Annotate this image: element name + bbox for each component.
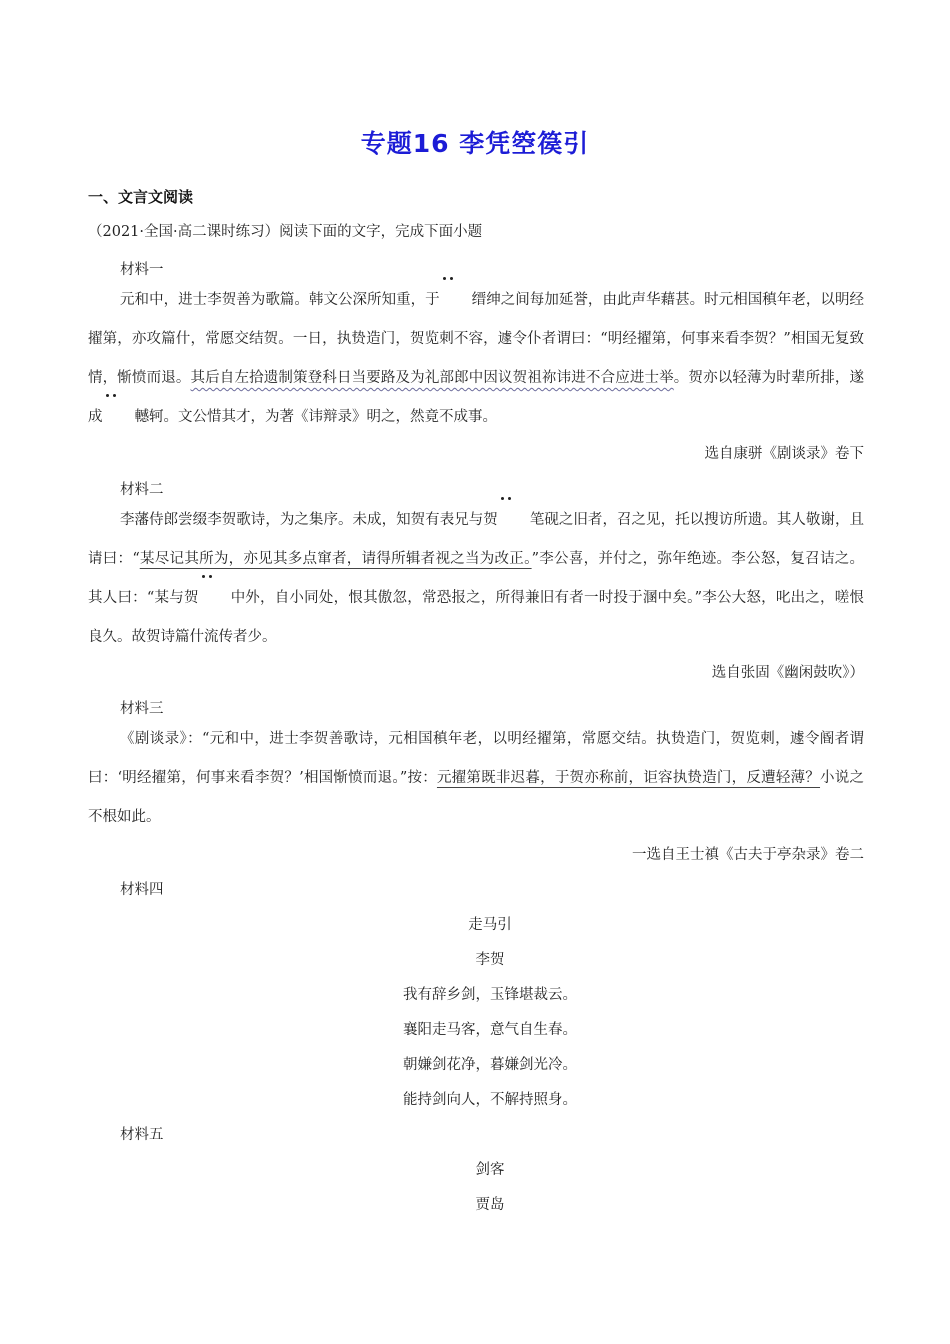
page-title: 专题16 李凭箜篌引 <box>360 129 590 158</box>
poem-line: 我有辞乡剑，玉锋堪裁云。 <box>403 987 577 1003</box>
poem-line: 朝嫌剑花净，暮嫌剑光冷。 <box>403 1057 577 1073</box>
underlined-sentence: 某尽记其所为，亦见其多点窜者，请得所辑者视之当为改正。 <box>139 551 532 567</box>
text-run: 元和中，进士李贺善为歌篇。韩文公深所知重，于 <box>120 292 440 308</box>
poem-author: 贾岛 <box>475 1197 505 1213</box>
material-5-label: 材料五 <box>120 1127 164 1143</box>
text-run: 小说之不根如此。 <box>88 770 864 825</box>
material-3-source: 一选自王士禛《古夫于亭杂录》卷二 <box>632 847 864 863</box>
text-run: 李藩侍郎尝缀李贺歌诗，为之集序。未成，知贺有表兄与贺 <box>120 512 498 528</box>
poem-author: 李贺 <box>475 952 505 968</box>
text-run: 之旧者，召之见，托以搜访所遗。其人敬谢，且请曰：“ <box>88 512 864 567</box>
emphasis-dots: 笔砚 <box>498 501 559 540</box>
text-run: 。贺亦以轻薄为时辈所排，遂成 <box>88 370 865 425</box>
poem-title: 剑客 <box>475 1162 505 1178</box>
poem-line: 襄阳走马客，意气自生春。 <box>403 1022 577 1038</box>
wavy-underlined-sentence: 其后自左拾遗制策登科日当要路及为礼部郎中因议贺祖祢讳进不合应进士举 <box>190 370 674 386</box>
material-2-text <box>88 501 864 657</box>
text-run: 。文公惜其才，为著《讳辩录》明之，然竟不成事。 <box>163 409 497 425</box>
material-2-label: 材料二 <box>120 482 164 498</box>
text-run: ，自小同处，恨其傲忽，常恐报之，所得兼旧有者一时投于溷中矣。”李公大怒，叱出之，嗟恨良久。故贺诗篇什流传者少。 <box>88 590 864 645</box>
emphasis-dots: 缙绅 <box>440 281 501 320</box>
material-4-label: 材料四 <box>120 882 164 898</box>
material-1-text <box>88 281 864 437</box>
text-run: ”李公喜，并付之，弥年绝迹。李公怒，复召诘之。其人曰：“某与贺 <box>88 551 864 606</box>
material-1-label: 材料一 <box>120 262 164 278</box>
material-3-label: 材料三 <box>120 701 164 717</box>
material-3-text <box>88 720 864 837</box>
material-1-source: 选自康骈《剧谈录》卷下 <box>704 446 864 462</box>
text-run: 之间每加延誉，由此声华藉甚。时元相国稹年老，以明经擢第，亦攻篇什，常愿交结贺。一日，执贽造门，贺览刺不容，遽令仆者谓曰：“明经擢第，何事来看李贺？”相国无复致情，惭愤而退。 <box>88 292 864 386</box>
question-intro: （2021·全国·高二课时练习）阅读下面的文字，完成下面小题 <box>88 224 483 240</box>
poem-line: 能持剑向人，不解持照身。 <box>403 1092 577 1108</box>
emphasis-dots: 中外 <box>199 579 260 618</box>
text-run: 《剧谈录》：“元和中，进士李贺善歌诗，元相国稹年老，以明经擢第，常愿交结。执贽造门，贺览刺，遽令阍者谓曰：‘明经擢第，何事来看李贺？’相国惭愤而退。”按： <box>88 731 864 786</box>
poem-title: 走马引 <box>468 917 512 933</box>
underlined-sentence: 元擢第既非迟暮，于贺亦称前，讵容执贽造门，反遭轻薄？ <box>436 770 821 786</box>
material-2-source: 选自张固《幽闲鼓吹》） <box>711 665 864 681</box>
section-heading: 一、文言文阅读 <box>88 188 194 206</box>
emphasis-dots: 轗轲 <box>103 398 164 437</box>
